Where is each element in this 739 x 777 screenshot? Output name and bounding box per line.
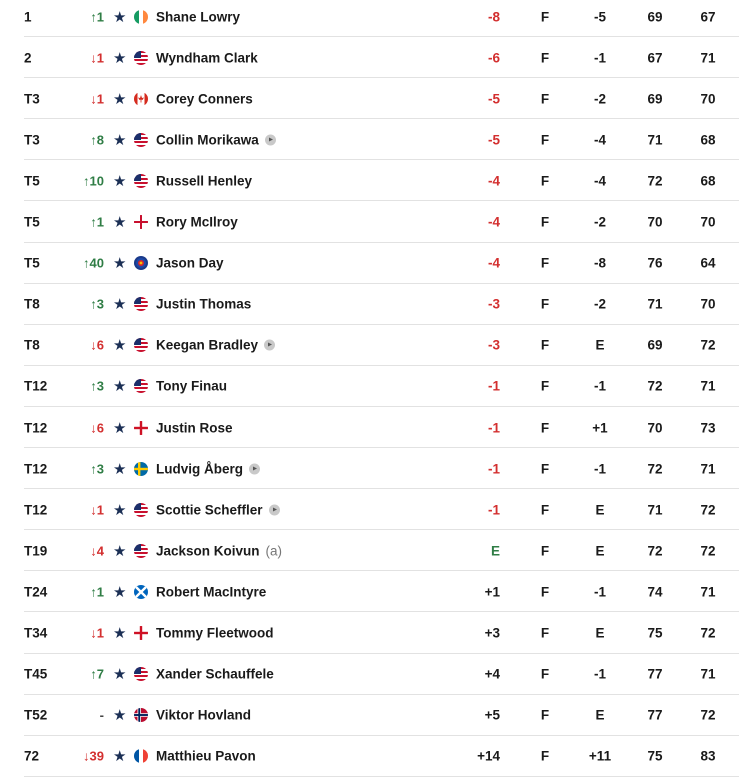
thru: F — [540, 378, 550, 394]
star-icon[interactable]: ★ — [113, 707, 127, 725]
usa-flag-icon — [134, 544, 148, 558]
to-par: -8 — [487, 9, 500, 24]
play-icon[interactable] — [269, 504, 280, 515]
to-par: E — [490, 543, 500, 559]
to-par: +5 — [484, 707, 500, 723]
to-par: -1 — [487, 420, 500, 435]
play-icon[interactable] — [265, 134, 276, 145]
round-2-score: 68 — [700, 132, 716, 148]
round-2-score: 71 — [700, 50, 716, 66]
today-score: E — [595, 502, 605, 518]
to-par: -1 — [487, 378, 500, 394]
thru: F — [540, 461, 550, 477]
today-score: -1 — [593, 378, 606, 394]
to-par: -3 — [487, 337, 500, 353]
player-name-text[interactable]: Corey Conners — [156, 91, 253, 107]
to-par: +4 — [484, 666, 500, 682]
position: 2 — [24, 50, 32, 66]
player-name-text[interactable]: Jason Day — [156, 255, 224, 271]
position-movement: ↓1 — [90, 91, 104, 107]
star-icon[interactable]: ★ — [113, 172, 127, 190]
to-par: -4 — [487, 255, 500, 271]
today-score: -2 — [593, 91, 606, 107]
table-row[interactable] — [0, 119, 739, 160]
table-row[interactable] — [0, 0, 739, 37]
player-name[interactable] — [156, 584, 266, 599]
player-name[interactable] — [156, 338, 275, 353]
today-score: -2 — [593, 296, 606, 312]
round-1-score: 67 — [647, 50, 663, 66]
today-score: E — [595, 707, 605, 723]
usa-flag-icon — [134, 51, 148, 65]
position-movement: ↓1 — [90, 502, 104, 518]
ireland-flag-icon — [134, 10, 148, 24]
round-2-score: 67 — [700, 9, 716, 24]
today-score: E — [595, 625, 605, 641]
sweden-flag-icon — [134, 462, 148, 476]
round-2-score: 71 — [700, 584, 716, 600]
today-score: -4 — [593, 173, 606, 189]
player-name-text[interactable]: Wyndham Clark — [156, 50, 258, 66]
player-name[interactable] — [156, 502, 280, 517]
round-1-score: 71 — [647, 502, 663, 518]
round-1-score: 75 — [647, 748, 663, 764]
player-name[interactable] — [156, 9, 240, 24]
england-flag-icon — [134, 626, 148, 640]
today-score: E — [595, 543, 605, 559]
scotland-flag-icon — [134, 585, 148, 599]
today-score: +11 — [588, 748, 612, 764]
player-name[interactable] — [156, 626, 274, 641]
player-name[interactable] — [156, 50, 258, 65]
today-score: -1 — [593, 50, 606, 66]
table-row[interactable] — [0, 202, 739, 243]
player-name[interactable] — [156, 543, 282, 558]
position-movement: ↓6 — [90, 420, 104, 435]
usa-flag-icon — [134, 379, 148, 393]
player-name[interactable] — [156, 91, 253, 106]
thru: F — [540, 91, 550, 107]
star-icon[interactable]: ★ — [113, 131, 127, 149]
thru: F — [540, 337, 550, 353]
to-par: -3 — [487, 296, 500, 312]
thru: F — [540, 9, 550, 24]
today-score: -1 — [593, 584, 606, 600]
thru: F — [540, 255, 550, 271]
player-name[interactable] — [156, 132, 276, 147]
position: T5 — [24, 214, 40, 230]
to-par: -4 — [487, 173, 500, 189]
star-icon[interactable]: ★ — [113, 255, 127, 273]
star-icon[interactable]: ★ — [113, 542, 127, 560]
player-name-text[interactable]: Jackson Koivun — [156, 543, 260, 559]
position: T3 — [24, 132, 40, 148]
round-1-score: 71 — [647, 132, 663, 148]
round-2-score: 72 — [700, 337, 716, 353]
thru: F — [540, 584, 550, 600]
position-movement: ↑1 — [90, 9, 104, 24]
round-1-score: 72 — [647, 543, 663, 559]
usa-flag-icon — [134, 174, 148, 188]
player-name[interactable] — [156, 297, 251, 312]
position-movement: ↑8 — [90, 132, 104, 148]
table-row[interactable] — [0, 78, 739, 119]
star-icon[interactable]: ★ — [113, 748, 127, 766]
to-par: -6 — [487, 50, 500, 66]
player-name-text[interactable]: Ludvig Åberg — [156, 461, 243, 477]
usa-flag-icon — [134, 503, 148, 517]
position: T12 — [24, 378, 48, 394]
round-1-score: 71 — [647, 296, 663, 312]
round-2-score: 83 — [700, 748, 716, 764]
to-par: +14 — [477, 748, 500, 764]
position-movement: ↑40 — [83, 255, 104, 271]
position-movement: ↓1 — [90, 50, 104, 66]
round-2-score: 70 — [700, 214, 716, 230]
thru: F — [540, 296, 550, 312]
northern-ireland-flag-icon — [134, 215, 148, 229]
position-movement: ↓4 — [90, 543, 104, 559]
today-score: E — [595, 337, 605, 353]
today-score: -4 — [593, 132, 606, 148]
position: T12 — [24, 461, 48, 477]
thru: F — [540, 625, 550, 641]
player-name[interactable] — [156, 708, 251, 723]
star-icon[interactable]: ★ — [113, 49, 127, 67]
round-2-score: 64 — [700, 255, 716, 271]
round-2-score: 71 — [700, 378, 716, 394]
thru: F — [540, 50, 550, 66]
table-row[interactable] — [0, 489, 739, 530]
position: T52 — [24, 707, 48, 723]
play-icon[interactable] — [264, 340, 275, 351]
play-icon[interactable] — [249, 463, 260, 474]
position: T3 — [24, 91, 40, 107]
today-score: -5 — [593, 9, 606, 24]
round-1-score: 77 — [647, 666, 663, 682]
player-name-text[interactable]: Shane Lowry — [156, 9, 241, 24]
position: T5 — [24, 173, 40, 189]
star-icon[interactable]: ★ — [113, 583, 127, 601]
player-name-text[interactable]: Xander Schauffele — [156, 666, 274, 682]
position: T45 — [24, 666, 48, 682]
player-name-text[interactable]: Justin Rose — [156, 420, 233, 435]
star-icon[interactable]: ★ — [113, 296, 127, 314]
table-row[interactable] — [0, 530, 739, 571]
position: 72 — [24, 748, 40, 764]
round-1-score: 72 — [647, 378, 663, 394]
today-score: -8 — [593, 255, 606, 271]
position: T24 — [24, 584, 48, 600]
today-score: -2 — [593, 214, 606, 230]
table-row[interactable] — [0, 284, 739, 325]
thru: F — [540, 173, 550, 189]
position-movement: ↓6 — [90, 337, 104, 353]
round-1-score: 77 — [647, 707, 663, 723]
position-movement: - — [99, 707, 104, 723]
table-row[interactable] — [0, 366, 739, 407]
thru: F — [540, 543, 550, 559]
table-row[interactable] — [0, 407, 739, 448]
round-1-score: 70 — [647, 420, 663, 435]
today-score: +1 — [592, 420, 608, 435]
player-name[interactable] — [156, 256, 224, 271]
player-name-text[interactable]: Tommy Fleetwood — [156, 625, 274, 641]
position: T8 — [24, 337, 40, 353]
position-movement: ↓1 — [90, 625, 104, 641]
player-name-text[interactable]: Tony Finau — [156, 378, 227, 394]
thru: F — [540, 748, 550, 764]
usa-flag-icon — [134, 133, 148, 147]
to-par: +1 — [484, 584, 500, 600]
table-row[interactable] — [0, 613, 739, 654]
position: T5 — [24, 255, 40, 271]
table-row[interactable] — [0, 448, 739, 489]
round-2-score: 73 — [700, 420, 716, 435]
position-movement: ↑1 — [90, 584, 104, 600]
round-2-score: 70 — [700, 296, 716, 312]
thru: F — [540, 707, 550, 723]
thru: F — [540, 420, 550, 435]
australia-flag-icon — [134, 256, 148, 270]
usa-flag-icon — [134, 338, 148, 352]
star-icon[interactable]: ★ — [113, 419, 127, 437]
position-movement: ↑3 — [90, 296, 104, 312]
player-name-text[interactable]: Robert MacIntyre — [156, 584, 267, 600]
round-2-score: 68 — [700, 173, 716, 189]
position-movement: ↑3 — [90, 378, 104, 394]
to-par: -1 — [487, 502, 500, 518]
player-name[interactable] — [156, 215, 238, 230]
canada-flag-icon — [134, 92, 148, 106]
france-flag-icon — [134, 749, 148, 763]
position-movement: ↑10 — [83, 173, 104, 189]
round-1-score: 69 — [647, 337, 663, 353]
star-icon[interactable]: ★ — [113, 214, 127, 231]
table-row[interactable] — [0, 654, 739, 695]
star-icon[interactable]: ★ — [113, 666, 127, 684]
today-score: -1 — [593, 461, 606, 477]
player-name-text[interactable]: Rory McIlroy — [156, 214, 238, 230]
star-icon[interactable]: ★ — [113, 625, 127, 642]
player-name-text[interactable]: Collin Morikawa — [156, 132, 259, 148]
usa-flag-icon — [134, 667, 148, 681]
star-icon[interactable]: ★ — [113, 501, 127, 519]
player-name[interactable] — [156, 420, 233, 435]
round-1-score: 76 — [647, 255, 663, 271]
player-name[interactable] — [156, 749, 256, 764]
position: T19 — [24, 543, 48, 559]
thru: F — [540, 214, 550, 230]
round-2-score: 72 — [700, 502, 716, 518]
table-row[interactable] — [0, 571, 739, 612]
usa-flag-icon — [134, 297, 148, 311]
position: T12 — [24, 502, 48, 518]
round-1-score: 72 — [647, 461, 663, 477]
player-name[interactable] — [156, 667, 274, 682]
position: T34 — [24, 625, 48, 641]
player-name-text[interactable]: Viktor Hovland — [156, 707, 252, 723]
round-2-score: 70 — [700, 91, 716, 107]
today-score: -1 — [593, 666, 606, 682]
round-2-score: 72 — [700, 707, 716, 723]
position-movement: ↓39 — [83, 748, 104, 764]
thru: F — [540, 666, 550, 682]
round-1-score: 72 — [647, 173, 663, 189]
table-row[interactable] — [0, 37, 739, 78]
player-name-text[interactable]: Matthieu Pavon — [156, 748, 256, 764]
player-name[interactable] — [156, 173, 252, 188]
england-flag-icon — [134, 421, 148, 435]
star-icon[interactable]: ★ — [113, 90, 127, 108]
player-name-text[interactable]: Justin Thomas — [156, 296, 252, 312]
star-icon[interactable]: ★ — [113, 8, 127, 26]
thru: F — [540, 502, 550, 518]
to-par: -5 — [487, 91, 500, 107]
table-row[interactable] — [0, 736, 739, 777]
to-par: -1 — [487, 461, 500, 477]
table-row[interactable] — [0, 695, 739, 736]
table-row[interactable] — [0, 325, 739, 366]
to-par: -4 — [487, 214, 500, 230]
star-icon[interactable]: ★ — [113, 460, 127, 478]
to-par: -5 — [487, 132, 500, 148]
table-row[interactable] — [0, 160, 739, 201]
position-movement: ↑1 — [90, 214, 104, 230]
round-1-score: 69 — [647, 9, 663, 24]
player-name[interactable] — [156, 379, 227, 394]
round-1-score: 75 — [647, 625, 663, 641]
round-1-score: 70 — [647, 214, 663, 230]
player-name-text[interactable]: Keegan Bradley — [156, 337, 259, 353]
to-par: +3 — [484, 625, 500, 641]
player-name[interactable] — [156, 461, 260, 476]
round-2-score: 72 — [700, 543, 716, 559]
star-icon[interactable]: ★ — [113, 337, 127, 355]
position: T8 — [24, 296, 40, 312]
player-name-text[interactable]: Russell Henley — [156, 173, 253, 189]
amateur-badge: (a) — [265, 543, 283, 559]
round-2-score: 72 — [700, 625, 716, 641]
table-row[interactable] — [0, 243, 739, 284]
round-2-score: 71 — [700, 461, 716, 477]
position-movement: ↑7 — [90, 666, 104, 682]
position: 1 — [24, 9, 32, 24]
round-1-score: 69 — [647, 91, 663, 107]
round-2-score: 71 — [700, 666, 716, 682]
player-name-text[interactable]: Scottie Scheffler — [156, 502, 263, 518]
round-1-score: 74 — [647, 584, 663, 600]
position-movement: ↑3 — [90, 461, 104, 477]
position: T12 — [24, 420, 48, 435]
thru: F — [540, 132, 550, 148]
norway-flag-icon — [134, 708, 148, 722]
star-icon[interactable]: ★ — [113, 378, 127, 396]
